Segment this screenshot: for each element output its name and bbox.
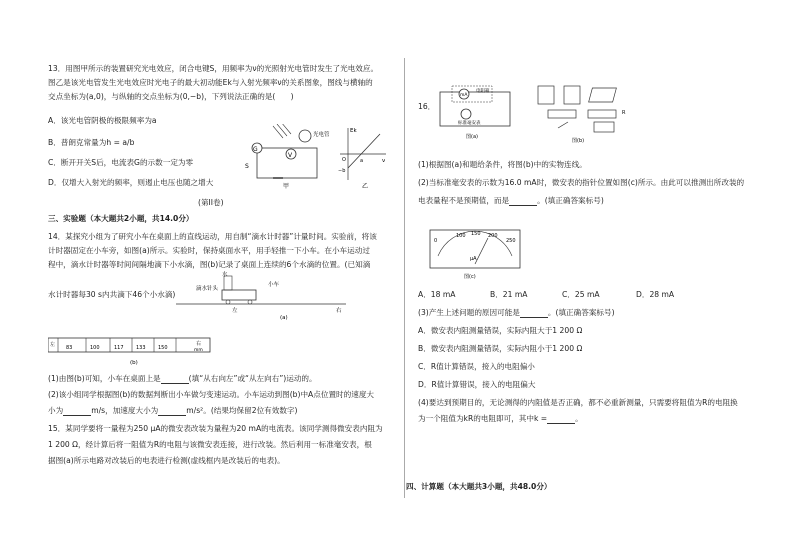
q16-sub4: (4)要达到预期目的，无论测得的内阻值是否正确，都不必重新测量，只需要将阻值为R的电阻换 (418, 398, 738, 407)
q13-line2: 图乙是该光电管发生光电效应时光电子的最大初动能Ek与入射光频率ν的关系图象，图线与横轴的 (48, 78, 373, 87)
q16-sub2c-text: 。(填正确答案标号) (537, 196, 604, 205)
photoelectric-circuit-diagram (243, 124, 333, 190)
q14-sub1-text: (1)由图(b)可知，小车在桌面上是 (48, 374, 161, 383)
drip-needle-label: 滴水针头 (196, 286, 219, 292)
section-3-heading: 三、实验题（本大题共2小题，共14.0分） (48, 214, 194, 223)
ruler-left-label: 左 (50, 342, 56, 348)
dial-tick-250: 250 (506, 238, 516, 244)
ek-frequency-graph (338, 124, 388, 190)
q14-answer-blank-3[interactable] (158, 407, 186, 416)
fig-b-caption: (b) (130, 360, 138, 366)
r-label: R (622, 110, 626, 116)
ruler-value-3: 117 (114, 345, 124, 351)
voltmeter-label: V (288, 152, 293, 159)
ruler-value-2: 100 (90, 345, 100, 351)
q14-sub3 (48, 406, 298, 416)
q16-answer-blank-3[interactable] (547, 415, 575, 424)
ma-meter-label: mA (460, 93, 468, 98)
origin-label: O (342, 157, 346, 163)
drip-ruler-diagram (48, 334, 218, 368)
q14-sub3-text-b: m/s，加速度大小为 (91, 406, 159, 415)
fig-a-caption: (a) (280, 315, 288, 320)
dial-tick-100: 100 (456, 233, 466, 239)
q16-answer-a: A．18 mA (418, 290, 456, 299)
q16-answer-d: D．28 mA (636, 290, 675, 299)
q16-sub4b-text: 为一个阻值为kR的电阻即可，其中k = (418, 414, 548, 423)
q16-sub3-text: (3)产生上述问题的原因可能是 (418, 308, 520, 317)
intercept-a-label: a (360, 158, 364, 164)
fig-yi-caption: 乙 (362, 183, 369, 190)
q14-sub2: (2)该小组同学根据图(b)的数据判断出小车做匀变速运动。小车运动到图(b)中A点位置时的速度大 (48, 390, 375, 399)
q16-answer-blank-1[interactable] (509, 197, 537, 206)
q13-option-c: C．断开开关S后，电流表G的示数一定为零 (48, 158, 194, 167)
ek-axis-label: Ek (350, 128, 357, 134)
q16-sub3 (418, 308, 615, 318)
switch-label: S (245, 163, 249, 170)
dial-tick-0: 0 (434, 238, 438, 244)
q13-option-a: A．该光电管阴极的极限频率为a (48, 116, 157, 125)
q16-option-a: A．微安表内阻测量错误，实际内阻大于1 200 Ω (418, 326, 583, 335)
drip-timer-diagram (176, 270, 346, 320)
dial-unit: μA (470, 256, 477, 262)
q16-option-b: B．微安表内阻测量错误，实际内阻小于1 200 Ω (418, 344, 583, 353)
q14-answer-blank-2[interactable] (63, 407, 91, 416)
q14-sub1 (48, 374, 317, 384)
galvanometer-label: G (253, 146, 258, 153)
right-label: 右 (336, 308, 342, 314)
dial-tick-200: 200 (488, 233, 498, 239)
q16-option-c: C．R值计算错误，接入的电阻偏小 (418, 362, 535, 371)
ruler-value-5: 150 (158, 345, 168, 351)
q13-line3: 交点坐标为(a,0)，与纵轴的交点坐标为(0,−b)，下列说法正确的是( ) (48, 92, 294, 101)
standard-meter-label: 标准毫安表 (458, 121, 481, 126)
q14-line3: 程中，滴水计时器等时间间隔地滴下小水滴，图(b)记录了桌面上连续的6个水滴的位置。(已知滴 (48, 260, 371, 269)
q16-sub3b-text: 。(填正确答案标号) (547, 308, 615, 317)
left-label: 左 (232, 308, 238, 314)
microammeter-dial (428, 228, 524, 280)
fig-16c-caption: 图(c) (464, 274, 476, 280)
calibration-circuit-diagram (436, 84, 518, 142)
dial-tick-150: 150 (471, 231, 481, 237)
q13-option-b: B．普朗克常量为h = a/b (48, 138, 135, 147)
q16-sub2b-text: 电表量程不是预期值，而是 (418, 196, 510, 205)
resistor-box-label: 电阻箱 (476, 89, 490, 94)
equipment-photo-diagram (528, 82, 638, 144)
q14-sub3-text-c: m/s²。(结果均保留2位有效数字) (186, 406, 298, 415)
q14-sub3-text-a: 小为 (48, 406, 64, 415)
q14-line4: 水计时器每30 s内共滴下46个小水滴) (48, 290, 176, 299)
q13-option-d: D．仅增大入射光的频率，则遏止电压也随之增大 (48, 178, 214, 187)
ruler-value-1: 83 (66, 345, 73, 351)
q14-sub1-text-b: (填“从右向左”或“从左向右”)运动的。 (188, 374, 317, 383)
q16-sub4c-text: 。 (575, 414, 583, 423)
q16-sub2b (418, 196, 604, 206)
q14-line1: 14．某探究小组为了研究小车在桌面上的直线运动，用自制“滴水计时器”计量时间。实验前，将该 (48, 232, 377, 241)
fig-16a-caption: 图(a) (466, 134, 478, 140)
water-label: 水 (222, 272, 228, 278)
q16-sub4b (418, 414, 583, 424)
q16-answer-blank-2[interactable] (520, 309, 548, 318)
tube-label: 光电管 (313, 132, 330, 138)
q15-line1: 15．某同学要将一量程为250 μA的微安表改装为量程为20 mA的电流表。该同学测得微安表内阻为 (48, 424, 383, 433)
q15-line3: 据图(a)所示电路对改装后的电表进行检测(虚线框内是改装后的电表)。 (48, 456, 285, 465)
q15-line2: 1 200 Ω，经计算后将一阻值为R的电阻与该微安表连接，进行改装。然后利用一标准毫安表，根 (48, 440, 372, 449)
ruler-right-label: 右 (196, 341, 202, 347)
fig-16b-caption: 图(b) (572, 138, 585, 144)
ruler-unit: mm (194, 348, 203, 353)
ruler-value-4: 133 (136, 345, 146, 351)
q14-line2: 计时器固定在小车旁，如图(a)所示。实验时，保持桌面水平，用手轻推一下小车。在小车运动过 (48, 246, 370, 255)
q16-number: 16． (418, 102, 436, 111)
intercept-b-label: −b (338, 168, 346, 174)
fig-jia-caption: 甲 (283, 183, 290, 190)
q13-line1: 13．用图甲所示的装置研究光电效应，闭合电键S，用频率为ν的光照射光电管时发生了光电效应。 (48, 64, 379, 73)
q14-answer-blank-1[interactable] (161, 375, 189, 384)
column-divider (404, 58, 405, 498)
q16-option-d: D．R值计算错误，接入的电阻偏大 (418, 380, 536, 389)
q16-answer-b: B．21 mA (490, 290, 528, 299)
car-label: 小车 (268, 282, 280, 288)
q16-answer-c: C．25 mA (562, 290, 600, 299)
volume-ii-heading: (第II卷) (198, 198, 224, 207)
section-4-heading: 四、计算题（本大题共3小题，共48.0分） (406, 482, 552, 491)
freq-axis-label: ν (382, 158, 386, 164)
q16-sub1: (1)根据图(a)和题给条件，将图(b)中的实物连线。 (418, 160, 587, 169)
q16-sub2: (2)当标准毫安表的示数为16.0 mA时，微安表的指针位置如图(c)所示。由此可以推测出所改装的 (418, 178, 745, 187)
